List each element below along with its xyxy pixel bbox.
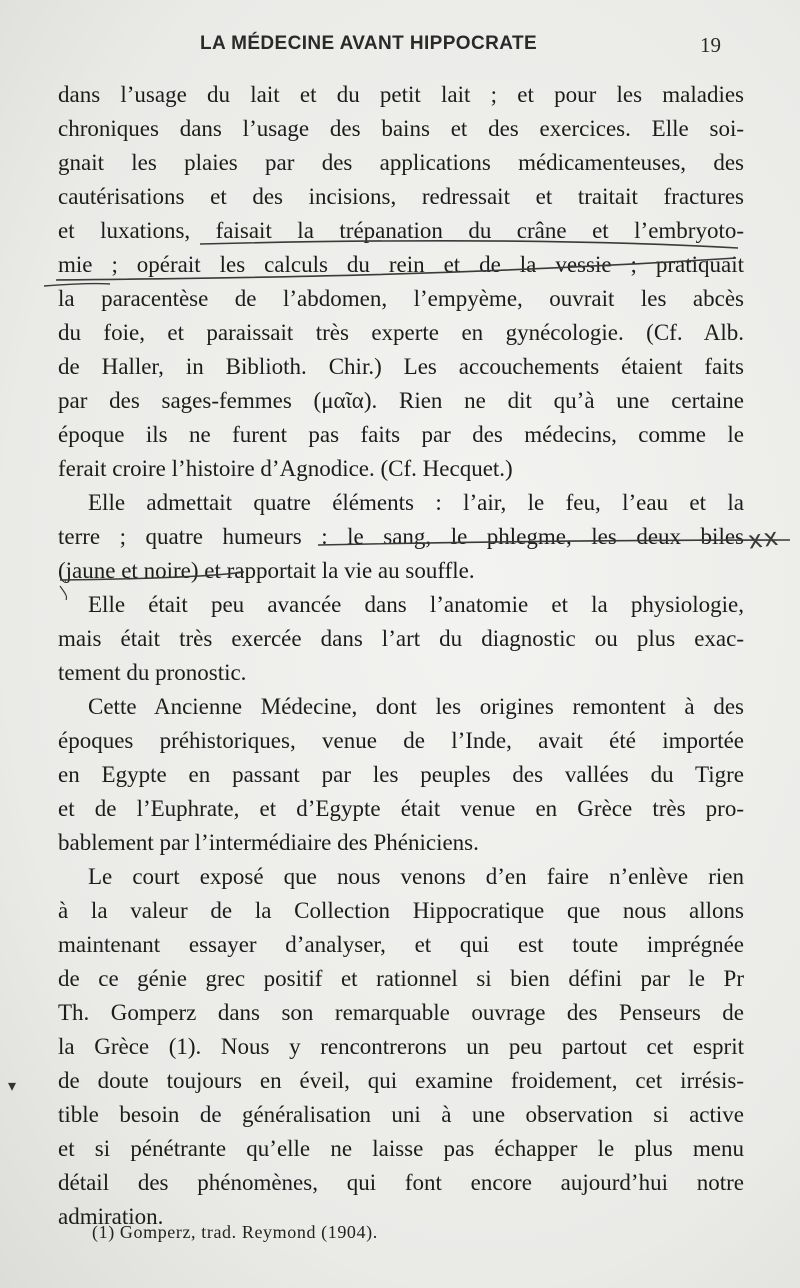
footnote: (1) Gomperz, trad. Reymond (1904). — [92, 1222, 378, 1242]
text-line: dans l’usage du lait et du petit lait ; et pour les maladies — [58, 82, 744, 107]
text-line: tible besoin de généralisation uni à une observation si active — [58, 1102, 744, 1127]
text-line: gnait les plaies par des applications médicamenteuses, des — [58, 150, 744, 175]
text-line: Le court exposé que nous venons d’en faire n’enlève rien — [88, 864, 744, 889]
text-line: tement du pronostic. — [58, 660, 247, 685]
text-line: mais était très exercée dans l’art du diagnostic ou plus exac- — [58, 626, 744, 651]
text-line: Elle admettait quatre éléments : l’air, le feu, l’eau et la — [88, 490, 744, 515]
text-line: Th. Gomperz dans son remarquable ouvrage des Penseurs de — [58, 1000, 744, 1025]
text-line: et luxations, faisait la trépanation du crâne et l’embryoto- — [58, 218, 744, 243]
text-line: chroniques dans l’usage des bains et des exercices. Elle soi- — [58, 116, 744, 141]
ink-blot: ▾ — [8, 1078, 17, 1095]
running-head: LA MÉDECINE AVANT HIPPOCRATE — [200, 33, 538, 54]
text-line: (jaune et noire) et rapportait la vie au souffle. — [58, 558, 475, 583]
page-number: 19 — [700, 33, 721, 57]
text-line: détail des phénomènes, qui font encore aujourd’hui notre — [58, 1170, 744, 1195]
text-line: et si pénétrante qu’elle ne laisse pas échapper le plus menu — [58, 1136, 744, 1161]
text-line: de doute toujours en éveil, qui examine froidement, cet irrésis- — [58, 1068, 744, 1093]
page-header — [0, 33, 800, 59]
text-line: époque ils ne furent pas faits par des médecins, comme le — [58, 422, 744, 447]
body-text — [58, 78, 744, 1234]
text-line: terre ; quatre humeurs : le sang, le phlegme, les deux biles — [58, 524, 744, 549]
text-line: de Haller, in Biblioth. Chir.) Les accouchements étaient faits — [58, 354, 744, 379]
text-line: Elle était peu avancée dans l’anatomie et la physiologie, — [88, 592, 744, 617]
text-line: du foie, et paraissait très experte en gynécologie. (Cf. Alb. — [58, 320, 744, 345]
text-line: ferait croire l’histoire d’Agnodice. (Cf. Hecquet.) — [58, 456, 513, 481]
text-line: à la valeur de la Collection Hippocratique que nous allons — [58, 898, 744, 923]
text-line: par des sages-femmes (μαῖα). Rien ne dit qu’à une certaine — [58, 388, 744, 413]
text-line: de ce génie grec positif et rationnel si bien défini par le Pr — [58, 966, 744, 991]
text-line: la Grèce (1). Nous y rencontrerons un peu partout cet esprit — [58, 1034, 744, 1059]
margin-annotation: x x — [746, 523, 777, 555]
text-line: en Egypte en passant par les peuples des vallées du Tigre — [58, 762, 744, 787]
text-line: bablement par l’intermédiaire des Phéniciens. — [58, 830, 479, 855]
text-line: la paracentèse de l’abdomen, l’empyème, ouvrait les abcès — [58, 286, 744, 311]
text-line: admiration. — [58, 1204, 164, 1229]
text-line: maintenant essayer d’analyser, et qui est toute imprégnée — [58, 932, 744, 957]
text-line: cautérisations et des incisions, redressait et traitait fractures — [58, 184, 744, 209]
text-line: Cette Ancienne Médecine, dont les origines remontent à des — [88, 694, 744, 719]
text-line: mie ; opérait les calculs du rein et de la vessie ; pratiquait — [58, 252, 744, 277]
text-line: époques préhistoriques, venue de l’Inde, avait été importée — [58, 728, 744, 753]
text-line: et de l’Euphrate, et d’Egypte était venue en Grèce très pro- — [58, 796, 744, 821]
